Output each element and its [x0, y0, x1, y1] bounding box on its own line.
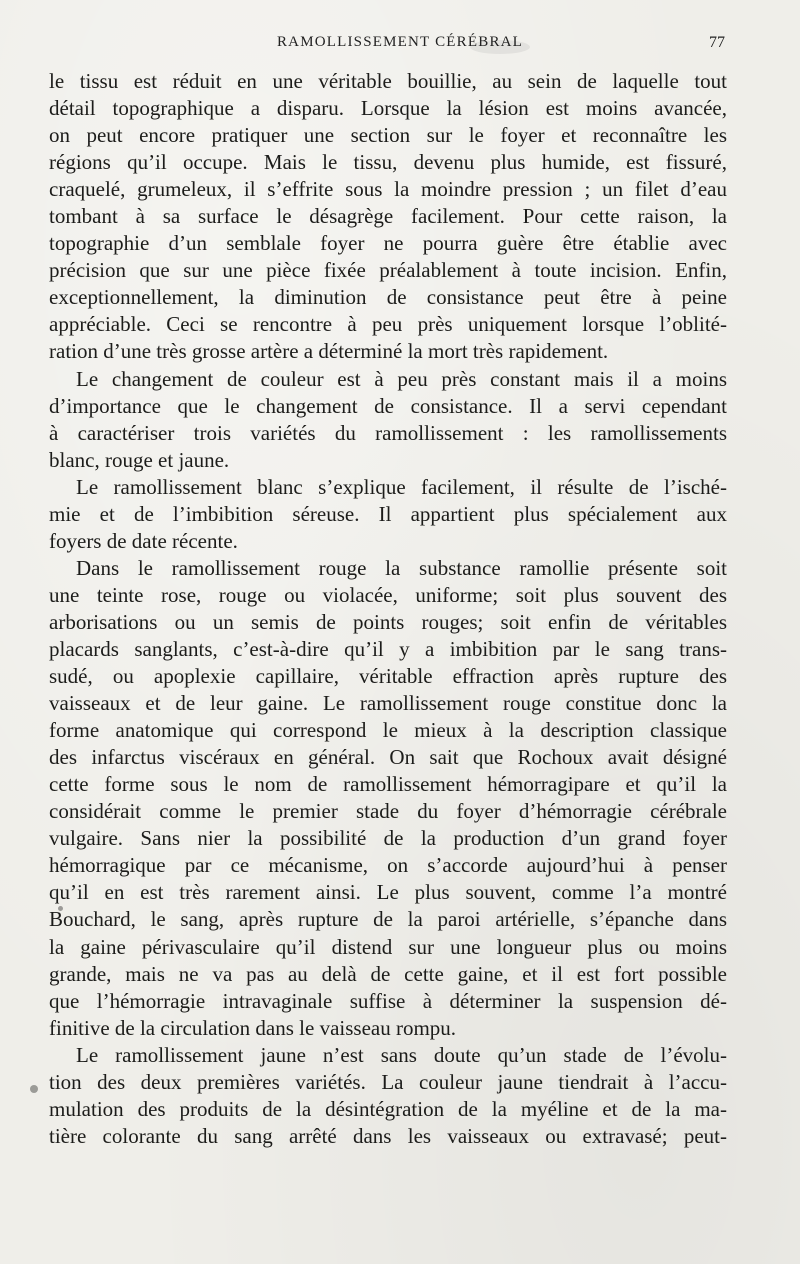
text-line: vulgaire. Sans nier la possibilité de la production d’un grand foyer	[49, 826, 727, 851]
page-header	[0, 34, 800, 58]
text-line: le tissu est réduit en une véritable bouillie, au sein de laquelle tout	[49, 69, 727, 93]
text-line: exceptionnellement, la diminution de consistance peut être à peine	[49, 285, 727, 310]
text-line: craquelé, grumeleux, il s’effrite sous la moindre pression ; un filet d’eau	[49, 177, 727, 202]
text-line: placards sanglants, c’est-à-dire qu’il y a imbibition par le sang trans-	[49, 636, 727, 661]
text-line: précision que sur une pièce fixée préalablement à toute incision. Enfin,	[49, 258, 727, 283]
text-line: on peut encore pratiquer une section sur le foyer et reconnaître les	[49, 123, 727, 148]
running-title: RAMOLLISSEMENT CÉRÉBRAL	[276, 34, 524, 50]
text-line: d’importance que le changement de consistance. Il a servi cependant	[49, 393, 727, 418]
text-line: mie et de l’imbibition séreuse. Il appartient plus spécialement aux	[49, 501, 727, 526]
text-line: foyers de date récente.	[49, 528, 238, 553]
text-line: appréciable. Ceci se rencontre à peu près uniquement lorsque l’oblité-	[49, 312, 727, 337]
text-line: mulation des produits de la désintégration de la myéline et de la ma-	[49, 1096, 727, 1121]
text-line: considérait comme le premier stade du foyer d’hémorragie cérébrale	[49, 799, 727, 824]
text-line: sudé, ou apoplexie capillaire, véritable effraction après rupture des	[49, 664, 727, 689]
text-line: Le changement de couleur est à peu près constant mais il a moins	[76, 366, 727, 391]
body-text	[49, 68, 727, 1150]
text-line: tière colorante du sang arrêté dans les vaisseaux ou extravasé; peut-	[49, 1123, 727, 1148]
text-line: forme anatomique qui correspond le mieux à la description classique	[49, 718, 727, 743]
text-line: des infarctus viscéraux en général. On sait que Rochoux avait désigné	[49, 745, 727, 770]
text-line: hémorragique par ce mécanisme, on s’accorde aujourd’hui à penser	[49, 853, 727, 878]
text-line: blanc, rouge et jaune.	[49, 447, 230, 472]
text-line: ration d’une très grosse artère a déterminé la mort très rapidement.	[49, 339, 609, 364]
text-line: vaisseaux et de leur gaine. Le ramollissement rouge constitue donc la	[49, 691, 727, 716]
text-line: une teinte rose, rouge ou violacée, uniforme; soit plus souvent des	[49, 582, 727, 607]
text-line: détail topographique a disparu. Lorsque la lésion est moins avancée,	[49, 96, 727, 121]
text-line: régions qu’il occupe. Mais le tissu, devenu plus humide, est fissuré,	[49, 150, 727, 175]
text-line: à caractériser trois variétés du ramollissement : les ramollissements	[49, 420, 727, 445]
text-line: Dans le ramollissement rouge la substance ramollie présente soit	[76, 555, 727, 580]
text-line: topographie d’un semblale foyer ne pourra guère être établie avec	[49, 231, 727, 256]
text-line: Le ramollissement blanc s’explique facilement, il résulte de l’isché-	[76, 474, 727, 499]
text-line: tion des deux premières variétés. La couleur jaune tiendrait à l’accu-	[49, 1069, 727, 1094]
ink-speck	[30, 1085, 38, 1093]
text-line: la gaine périvasculaire qu’il distend sur une longueur plus ou moins	[49, 934, 727, 959]
text-line: cette forme sous le nom de ramollissement hémorragipare et qu’il la	[49, 772, 727, 797]
page-number: 77	[709, 34, 725, 51]
text-line: Bouchard, le sang, après rupture de la paroi artérielle, s’épanche dans	[49, 907, 727, 932]
text-line: Le ramollissement jaune n’est sans doute qu’un stade de l’évolu-	[76, 1042, 727, 1067]
text-line: grande, mais ne va pas au delà de cette gaine, et il est fort possible	[49, 961, 727, 986]
text-line: finitive de la circulation dans le vaisseau rompu.	[49, 1015, 457, 1040]
text-line: tombant à sa surface le désagrège facilement. Pour cette raison, la	[49, 204, 727, 229]
text-line: qu’il en est très rarement ainsi. Le plus souvent, comme l’a montré	[49, 880, 727, 905]
text-line: arborisations ou un semis de points rouges; soit enfin de véritables	[49, 609, 727, 634]
text-line: que l’hémorragie intravaginale suffise à déterminer la suspension dé-	[49, 988, 727, 1013]
